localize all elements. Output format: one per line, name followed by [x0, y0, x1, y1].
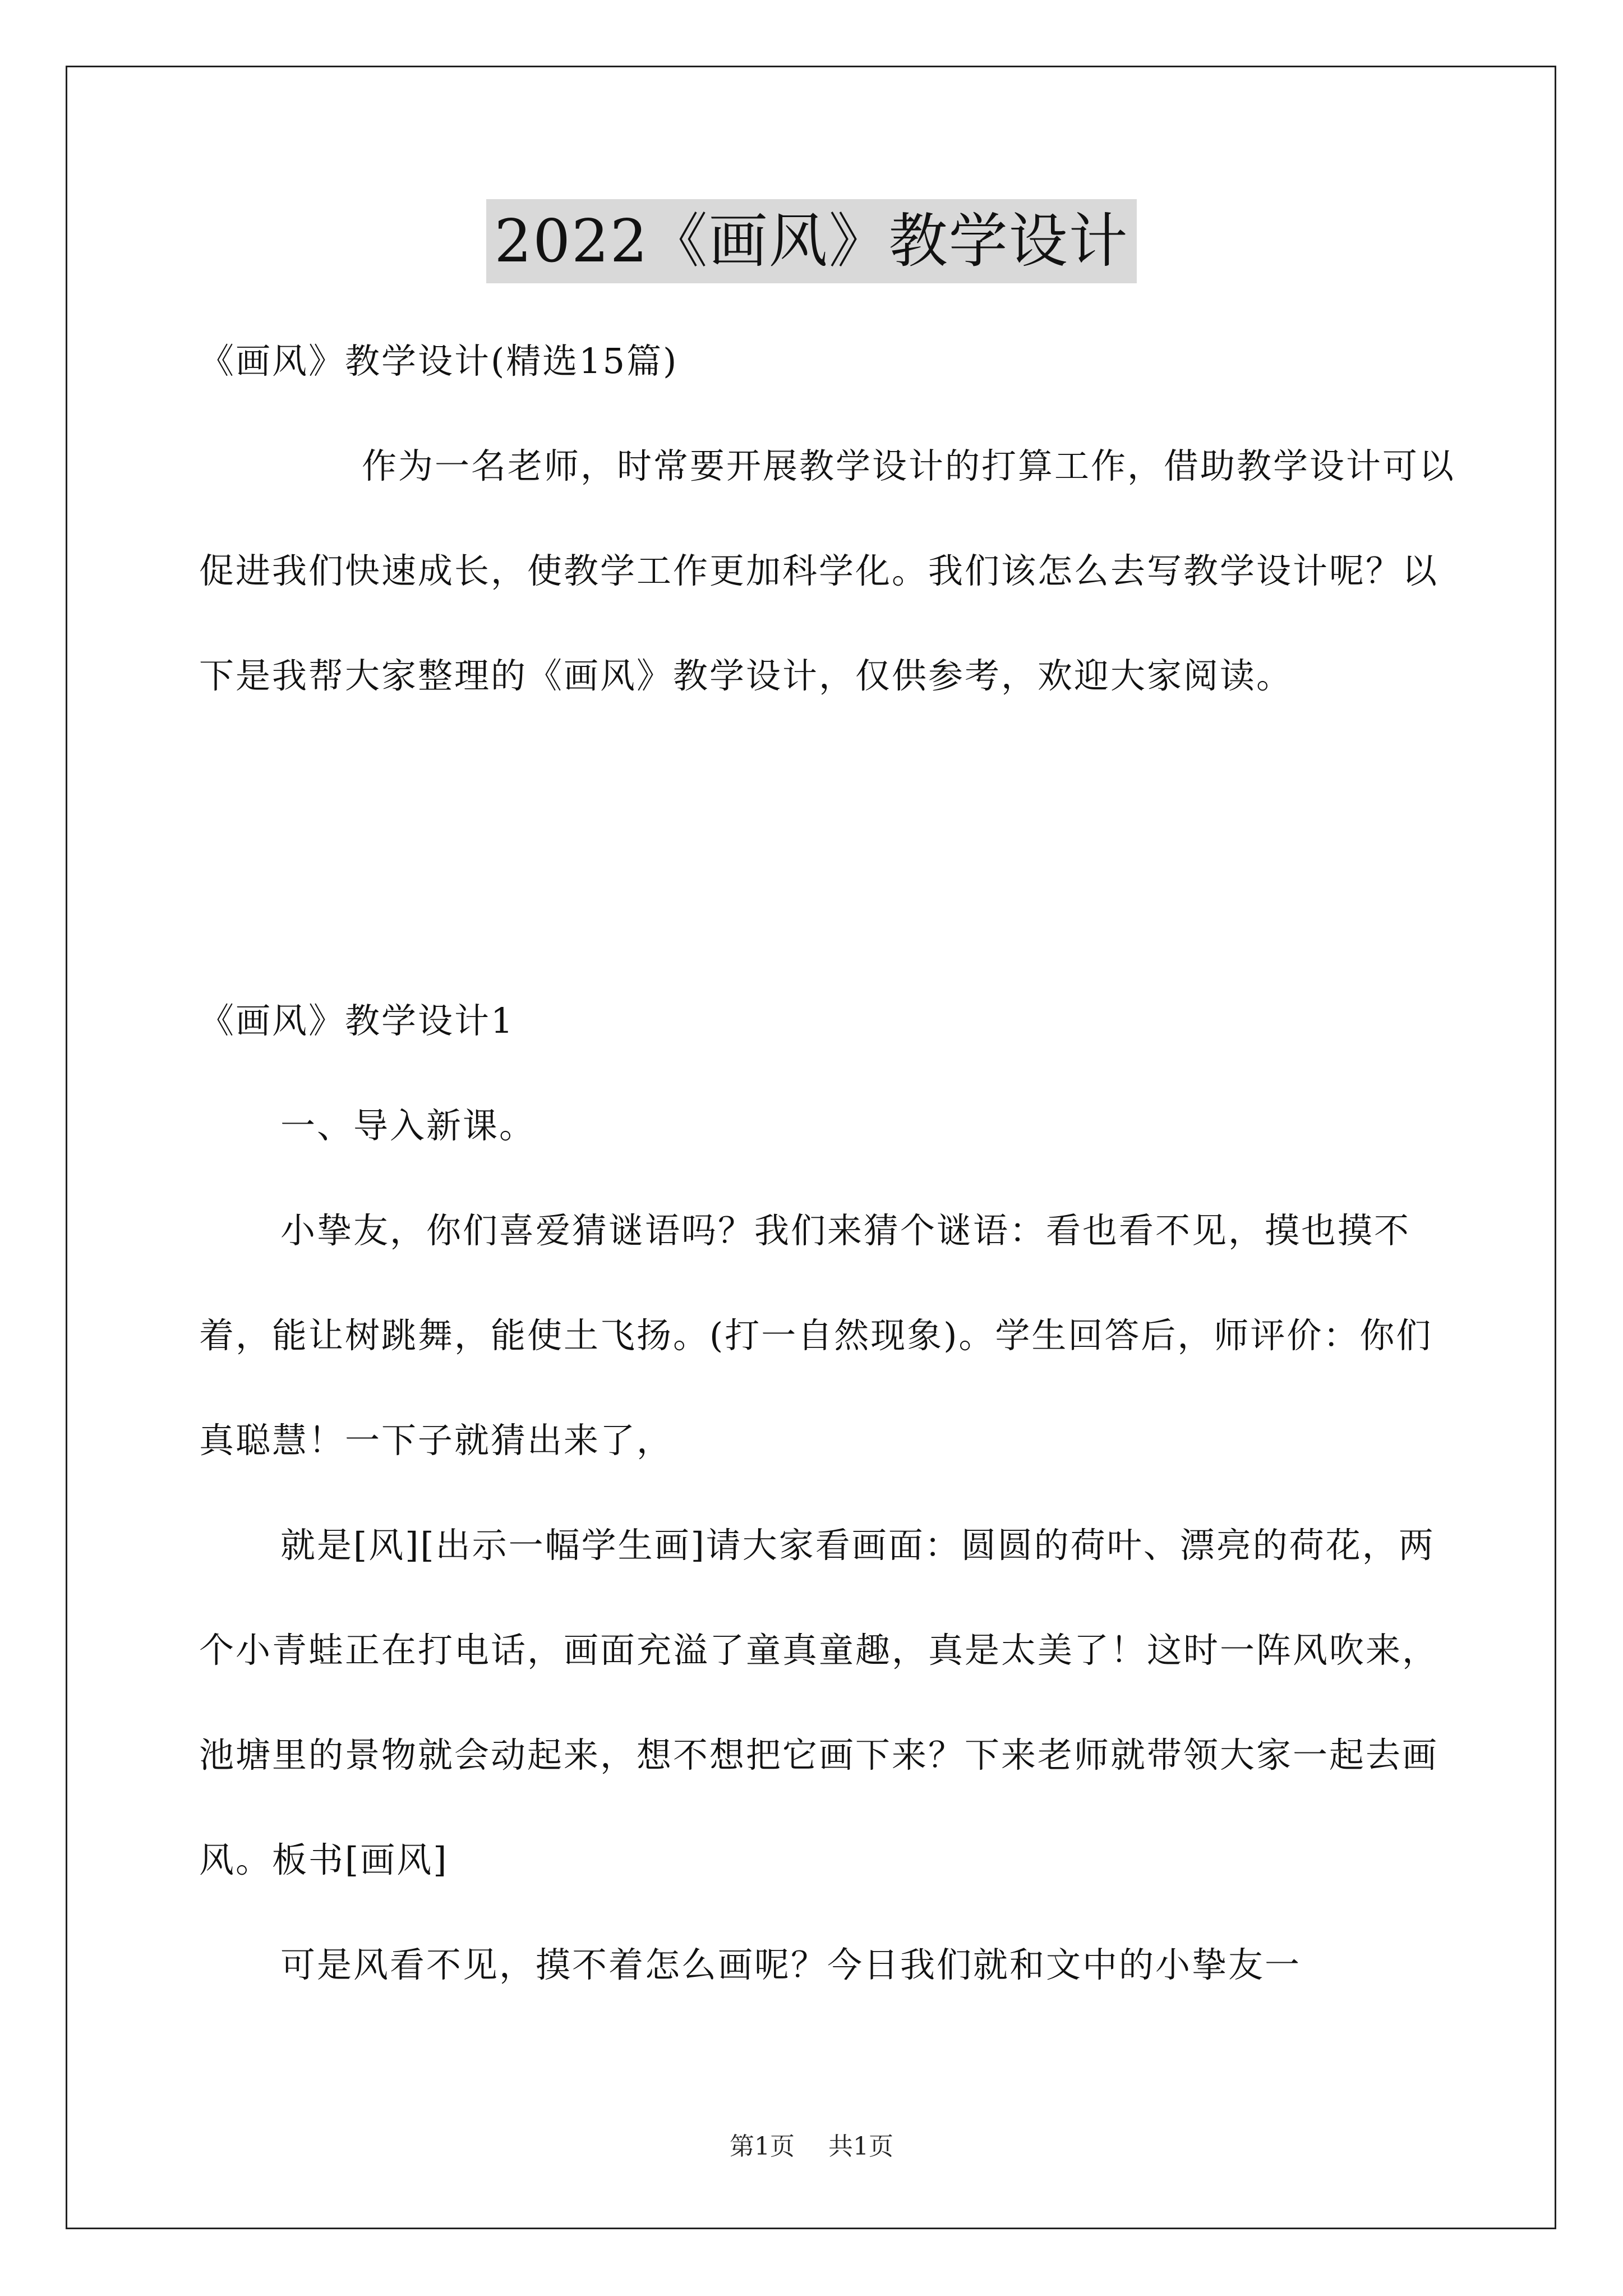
section-heading: 《画风》教学设计1 [199, 1000, 515, 1041]
subtitle: 《画风》教学设计(精选15篇) [199, 341, 679, 381]
step-heading: 一、导入新课。 [280, 1105, 536, 1146]
footer-page: 第1页 [730, 2132, 795, 2161]
document-title-text: 2022《画风》教学设计 [486, 199, 1136, 283]
paragraph-riddle: 小挚友，你们喜爱猜谜语吗？我们来猜个谜语：看也看不见，摸也摸不着，能让树跳舞，能使土飞扬。(打一自然现象)。学生回答后，师评价：你们真聪慧！一下子就猜出来了， [199, 1210, 1433, 1461]
paragraph-picture: 就是[风][出示一幅学生画]请大家看画面：圆圆的荷叶、漂亮的荷花，两个小青蛙正在打电话，画面充溢了童真童趣，真是太美了！这时一阵风吹来，池塘里的景物就会动起来，想不想把它画下来？下来老师就带领大家一起去画风。板书[画风] [199, 1525, 1439, 1880]
footer-total: 共1页 [828, 2132, 893, 2161]
document-title [0, 199, 1623, 283]
intro-paragraph: 作为一名老师，时常要开展教学设计的打算工作，借助教学设计可以促进我们快速成长，使教学工作更加科学化。我们该怎么去写教学设计呢？以下是我帮大家整理的《画风》教学设计，仅供参考，欢迎大家阅读。 [199, 445, 1456, 696]
page-footer [0, 2126, 1623, 2162]
paragraph-continue: 可是风看不见，摸不着怎么画呢？今日我们就和文中的小挚友一 [280, 1944, 1302, 1985]
